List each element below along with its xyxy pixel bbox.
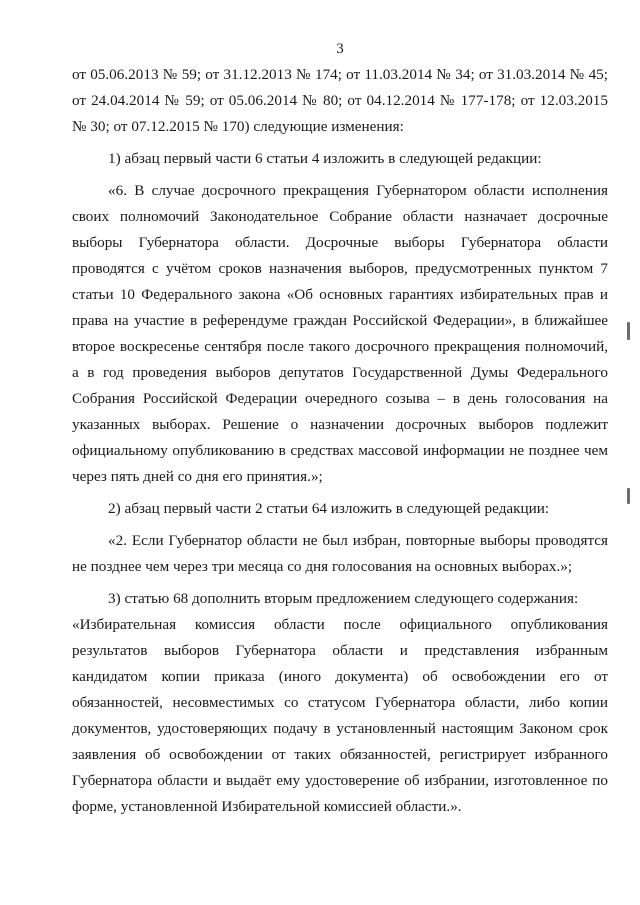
paragraph-item-2-body xyxy=(72,528,608,580)
scan-mark xyxy=(627,322,630,340)
text-line: от 24.04.2014 № 59; от 05.06.2014 № 80; от 04.12.2014 № 177-178; от 12.03.2015 xyxy=(72,92,608,109)
text-line: «2. Если Губернатор области не был избран, повторные выборы проводятся xyxy=(108,532,608,549)
text-line: а в год проведения выборов депутатов Государственной Думы Федерального xyxy=(72,364,608,381)
text-line: 3) статью 68 дополнить вторым предложением следующего содержания: xyxy=(108,590,579,607)
paragraph-item-1-body xyxy=(72,178,608,490)
text-line: «6. В случае досрочного прекращения Губернатором области исполнения xyxy=(108,182,608,199)
text-line: обязанностей, несовместимых со статусом Губернатора области, либо копии xyxy=(72,694,608,711)
scan-mark xyxy=(627,488,630,504)
paragraph-amendment-list xyxy=(72,62,608,140)
text-line: выборы Губернатора области. Досрочные выборы Губернатора области xyxy=(72,234,608,251)
text-line: не позднее чем через три месяца со дня голосования на основных выборах.»; xyxy=(72,558,573,575)
text-line: документов, удостоверяющих подачу в установленный настоящим Законом срок xyxy=(72,720,608,737)
text-line: второе воскресенье сентября после такого досрочного прекращения полномочий, xyxy=(72,338,608,355)
document-body xyxy=(72,62,608,820)
text-line: своих полномочий Законодательное Собрание области назначает досрочные xyxy=(72,208,608,225)
text-line: «Избирательная комиссия области после официального опубликования xyxy=(72,616,608,633)
text-line: кандидатом копии приказа (иного документа) об освобождении его от xyxy=(72,668,608,685)
text-line: 1) абзац первый части 6 статьи 4 изложить в следующей редакции: xyxy=(108,150,542,167)
text-line: проводятся с учётом сроков назначения выборов, предусмотренных пунктом 7 xyxy=(72,260,608,277)
text-line: официальному опубликованию в средствах массовой информации не позднее чем xyxy=(72,442,608,459)
text-line: права на участие в референдуме граждан Российской Федерации», в ближайшее xyxy=(72,312,608,329)
paragraph-item-3 xyxy=(72,586,608,820)
paragraph-item-2-heading xyxy=(72,496,608,522)
text-line: заявления об освобождении от таких обязанностей, регистрирует избранного xyxy=(72,746,608,763)
text-line: Собрания Российской Федерации очередного созыва – в день голосования на xyxy=(72,390,608,407)
text-line: 2) абзац первый части 2 статьи 64 изложить в следующей редакции: xyxy=(108,500,550,517)
page-number: 3 xyxy=(336,41,344,57)
text-line: указанных выборах. Решение о назначении досрочных выборов подлежит xyxy=(72,416,608,433)
paragraph-item-1-heading xyxy=(72,146,608,172)
text-line: от 05.06.2013 № 59; от 31.12.2013 № 174; от 11.03.2014 № 34; от 31.03.2014 № 45; xyxy=(72,66,608,83)
text-line: через пять дней со дня его принятия.»; xyxy=(72,468,323,485)
text-line: статьи 10 Федерального закона «Об основных гарантиях избирательных прав и xyxy=(72,286,608,303)
text-line: № 30; от 07.12.2015 № 170) следующие изменения: xyxy=(72,118,404,135)
text-line: Губернатора области и выдаёт ему удостоверение об избрании, изготовленное по xyxy=(72,772,608,789)
text-line: результатов выборов Губернатора области и представления избранным xyxy=(72,642,608,659)
text-line: форме, установленной Избирательной комиссией области.». xyxy=(72,798,462,815)
